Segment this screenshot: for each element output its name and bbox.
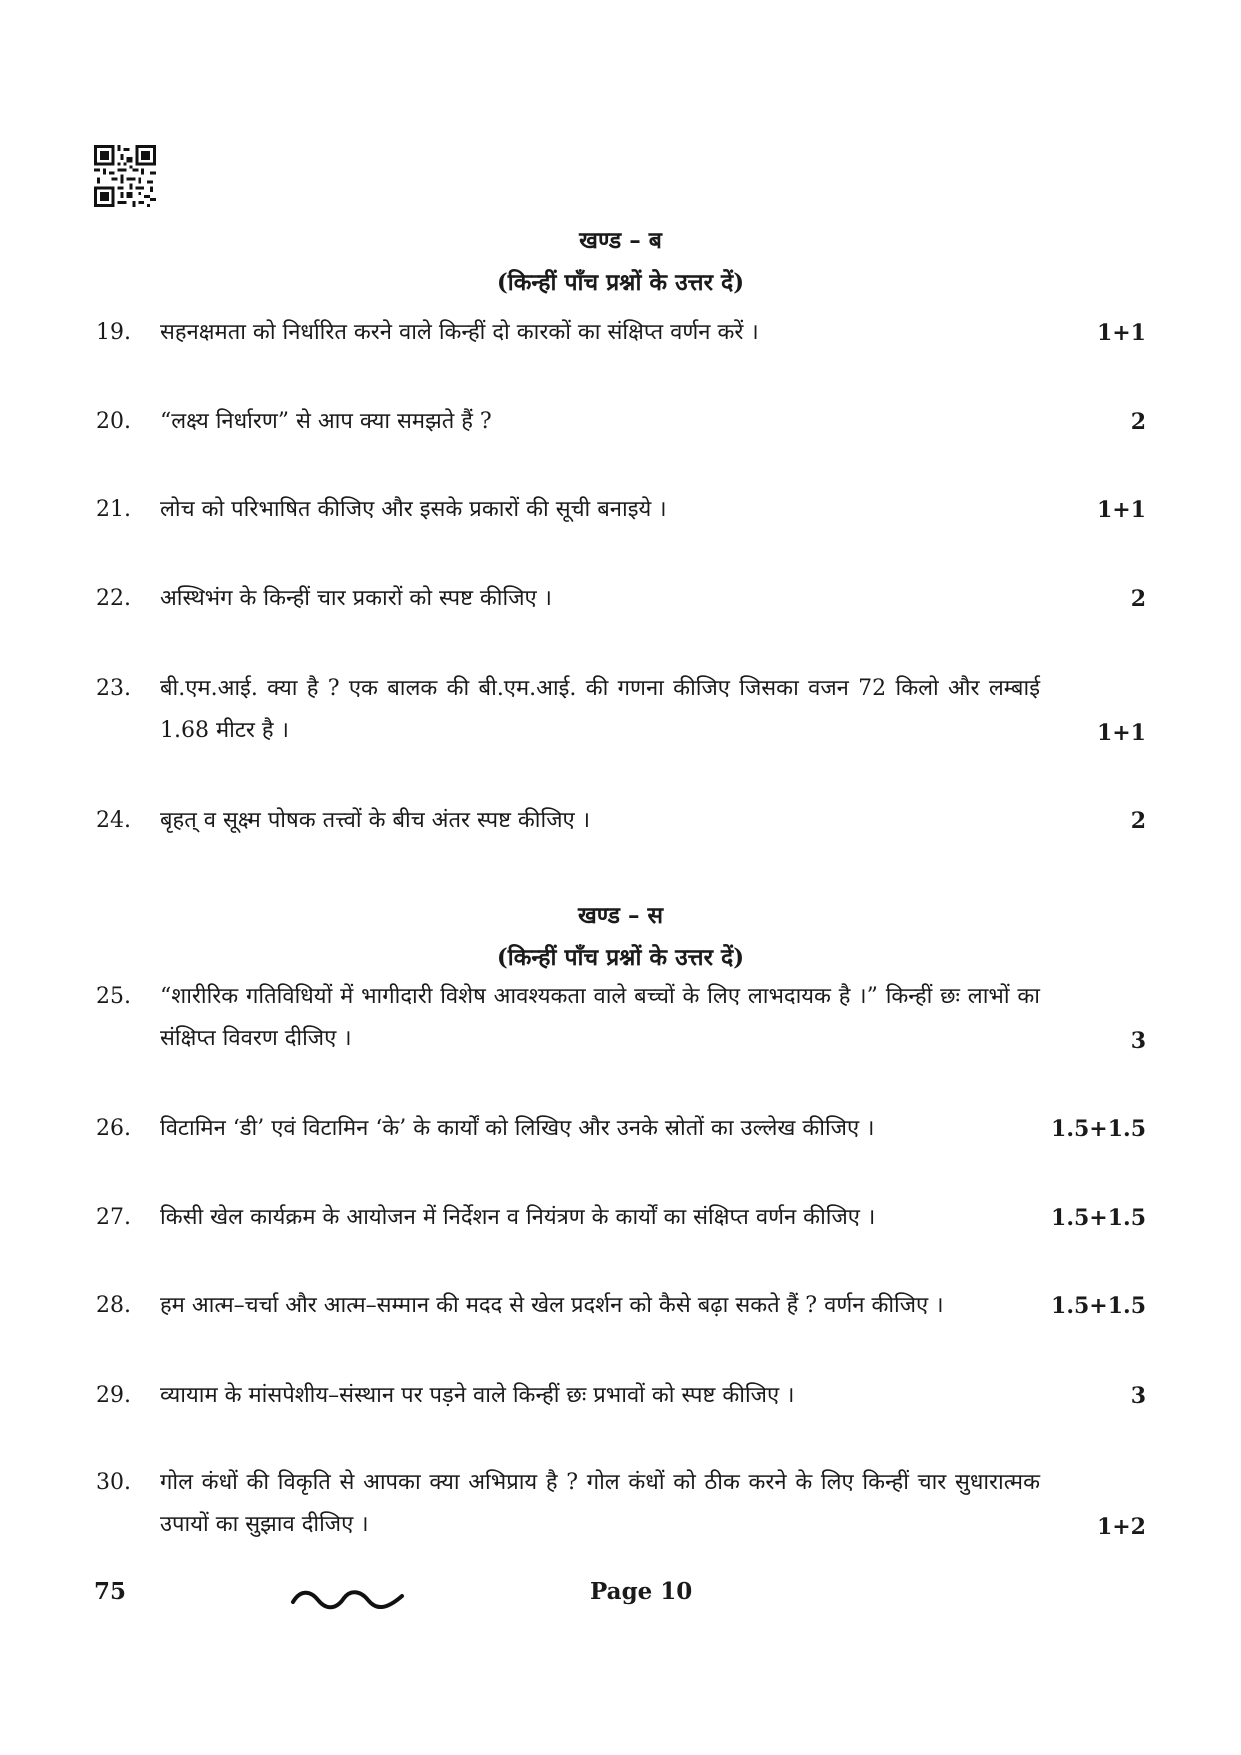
- question-text: बृहत् व सूक्ष्म पोषक तत्त्वों के बीच अंतर स्पष्ट कीजिए ।: [160, 808, 591, 833]
- page-number: Page 10: [590, 1578, 693, 1605]
- question-marks: 2: [1130, 586, 1146, 612]
- question-text: लोच को परिभाषित कीजिए और इसके प्रकारों की सूची बनाइये ।: [160, 497, 667, 522]
- question-23: [96, 668, 1146, 758]
- question-text: “शारीरिक गतिविधियों में भागीदारी विशेष आवश्यकता वाले बच्चों के लिए लाभदायक है ।” किन्हीं छः लाभों का संक्षिप्त विवरण दीजिए ।: [160, 984, 1040, 1051]
- question-number: 21.: [96, 497, 131, 522]
- question-text: बी.एम.आई. क्या है ? एक बालक की बी.एम.आई. की गणना कीजिए जिसका वजन 72 किलो और लम्बाई 1.68 मीटर है ।: [160, 676, 1040, 743]
- question-marks: 1+2: [1096, 1514, 1146, 1540]
- question-text: गोल कंधों की विकृति से आपका क्या अभिप्राय है ? गोल कंधों को ठीक करने के लिए किन्हीं चार सुधारात्मक उपायों का सुझाव दीजिए ।: [160, 1470, 1040, 1537]
- question-number: 29.: [96, 1383, 131, 1408]
- question-marks: 1.5+1.5: [1051, 1116, 1146, 1142]
- question-number: 28.: [96, 1293, 131, 1318]
- paper-code: 75: [94, 1578, 127, 1605]
- question-number: 30.: [96, 1470, 131, 1495]
- question-25: [96, 976, 1146, 1066]
- question-marks: 3: [1130, 1028, 1146, 1054]
- question-text: हम आत्म–चर्चा और आत्म–सम्मान की मदद से खेल प्रदर्शन को कैसे बढ़ा सकते हैं ? वर्णन कीजिए ।: [160, 1293, 944, 1318]
- section-b-title: खण्ड – ब: [579, 227, 662, 254]
- question-number: 24.: [96, 808, 131, 833]
- question-number: 23.: [96, 676, 131, 701]
- section-c-instruction: (किन्हीं पाँच प्रश्नों के उत्तर दें): [496, 944, 745, 971]
- question-number: 22.: [96, 586, 131, 611]
- section-b-header: [0, 223, 1241, 297]
- wave-ornament-icon: [290, 1586, 405, 1612]
- question-number: 27.: [96, 1205, 131, 1230]
- question-number: 26.: [96, 1116, 131, 1141]
- question-marks: 2: [1130, 808, 1146, 834]
- question-marks: 1+1: [1096, 720, 1146, 746]
- question-text: विटामिन ‘डी’ एवं विटामिन ‘के’ के कार्यों को लिखिए और उनके स्रोतों का उल्लेख कीजिए ।: [160, 1116, 875, 1141]
- question-text: सहनक्षमता को निर्धारित करने वाले किन्हीं दो कारकों का संक्षिप्त वर्णन करें ।: [160, 320, 759, 345]
- question-marks: 1.5+1.5: [1051, 1205, 1146, 1231]
- question-text: किसी खेल कार्यक्रम के आयोजन में निर्देशन व नियंत्रण के कार्यों का संक्षिप्त वर्णन कीजिए ।: [160, 1205, 876, 1230]
- question-number: 25.: [96, 984, 131, 1009]
- section-c-title: खण्ड – स: [577, 902, 664, 929]
- question-marks: 3: [1130, 1383, 1146, 1409]
- question-number: 20.: [96, 409, 131, 434]
- question-number: 19.: [96, 320, 131, 345]
- question-marks: 1+1: [1096, 497, 1146, 523]
- question-30: [96, 1462, 1146, 1552]
- section-c-header: [0, 898, 1241, 972]
- question-marks: 1+1: [1096, 320, 1146, 346]
- qr-code-icon: [94, 145, 156, 207]
- section-b-instruction: (किन्हीं पाँच प्रश्नों के उत्तर दें): [496, 269, 745, 296]
- question-marks: 1.5+1.5: [1051, 1293, 1146, 1319]
- question-marks: 2: [1130, 409, 1146, 435]
- question-text: अस्थिभंग के किन्हीं चार प्रकारों को स्पष्ट कीजिए ।: [160, 586, 553, 611]
- question-text: “लक्ष्य निर्धारण” से आप क्या समझते हैं ?: [160, 409, 492, 434]
- question-text: व्यायाम के मांसपेशीय–संस्थान पर पड़ने वाले किन्हीं छः प्रभावों को स्पष्ट कीजिए ।: [160, 1383, 795, 1408]
